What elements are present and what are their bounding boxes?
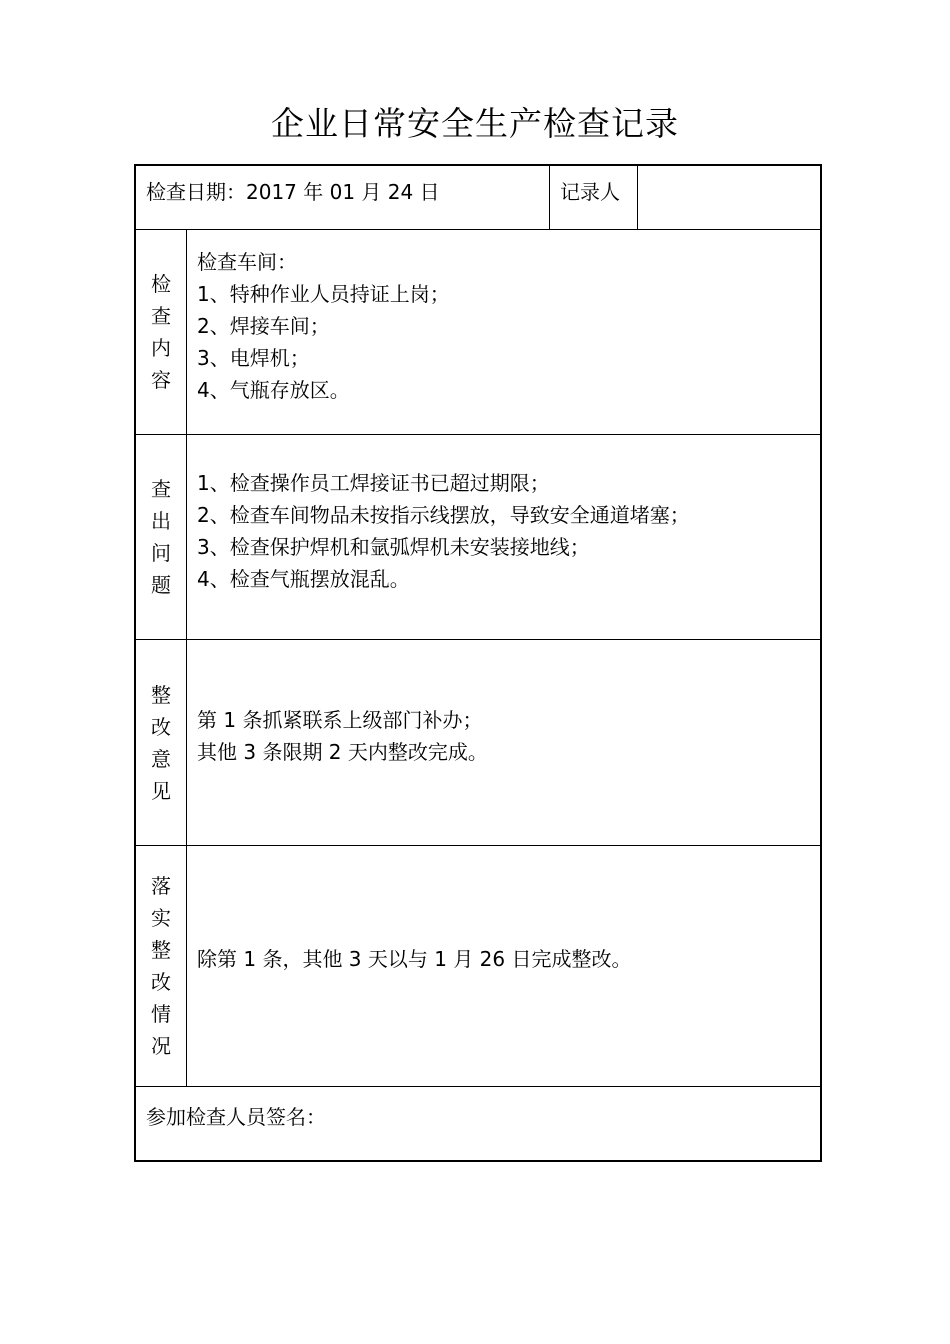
recorder-field[interactable] bbox=[638, 166, 820, 229]
content-line: 4、气瓶存放区。 bbox=[197, 378, 350, 402]
inspection-date: 检查日期：2017 年 01 月 24 日 bbox=[146, 180, 440, 204]
recorder-label: 记录人 bbox=[560, 180, 620, 204]
content-line: 检查车间： bbox=[197, 250, 297, 274]
rectification-opinion bbox=[197, 704, 488, 768]
content-line: 1、特种作业人员持证上岗； bbox=[197, 282, 450, 306]
content-line: 其他 3 条限期 2 天内整改完成。 bbox=[197, 740, 488, 764]
row-divider bbox=[136, 845, 820, 846]
content-line: 4、检查气瓶摆放混乱。 bbox=[197, 567, 410, 591]
row-divider bbox=[136, 229, 820, 230]
page-title: 企业日常安全生产检查记录 bbox=[271, 104, 679, 143]
content-line: 除第 1 条，其他 3 天以与 1 月 26 日完成整改。 bbox=[197, 947, 632, 971]
column-divider bbox=[549, 166, 550, 229]
content-line: 1、检查操作员工焊接证书已超过期限； bbox=[197, 471, 550, 495]
content-line: 第 1 条抓紧联系上级部门补办； bbox=[197, 708, 483, 732]
content-line: 3、电焊机； bbox=[197, 346, 310, 370]
content-line: 3、检查保护焊机和氩弧焊机未安装接地线； bbox=[197, 535, 590, 559]
signature-label: 参加检查人员签名： bbox=[146, 1105, 326, 1129]
section-label-inspection-content: 检查内容 bbox=[151, 272, 171, 392]
inspection-form bbox=[134, 164, 822, 1162]
row-divider bbox=[136, 639, 820, 640]
content-line: 2、检查车间物品未按指示线摆放，导致安全通道堵塞； bbox=[197, 503, 690, 527]
section-label-rectification-opinion: 整改意见 bbox=[151, 682, 171, 803]
content-line: 2、焊接车间； bbox=[197, 314, 330, 338]
inspection-content bbox=[197, 246, 450, 406]
section-label-found-issues: 查出问题 bbox=[151, 477, 171, 597]
row-divider bbox=[136, 434, 820, 435]
section-label-rectification-status: 落实整改情况 bbox=[151, 874, 171, 1058]
column-divider bbox=[186, 229, 187, 1086]
rectification-status bbox=[197, 943, 631, 975]
signature-field[interactable] bbox=[336, 1087, 820, 1160]
found-issues bbox=[197, 467, 690, 595]
